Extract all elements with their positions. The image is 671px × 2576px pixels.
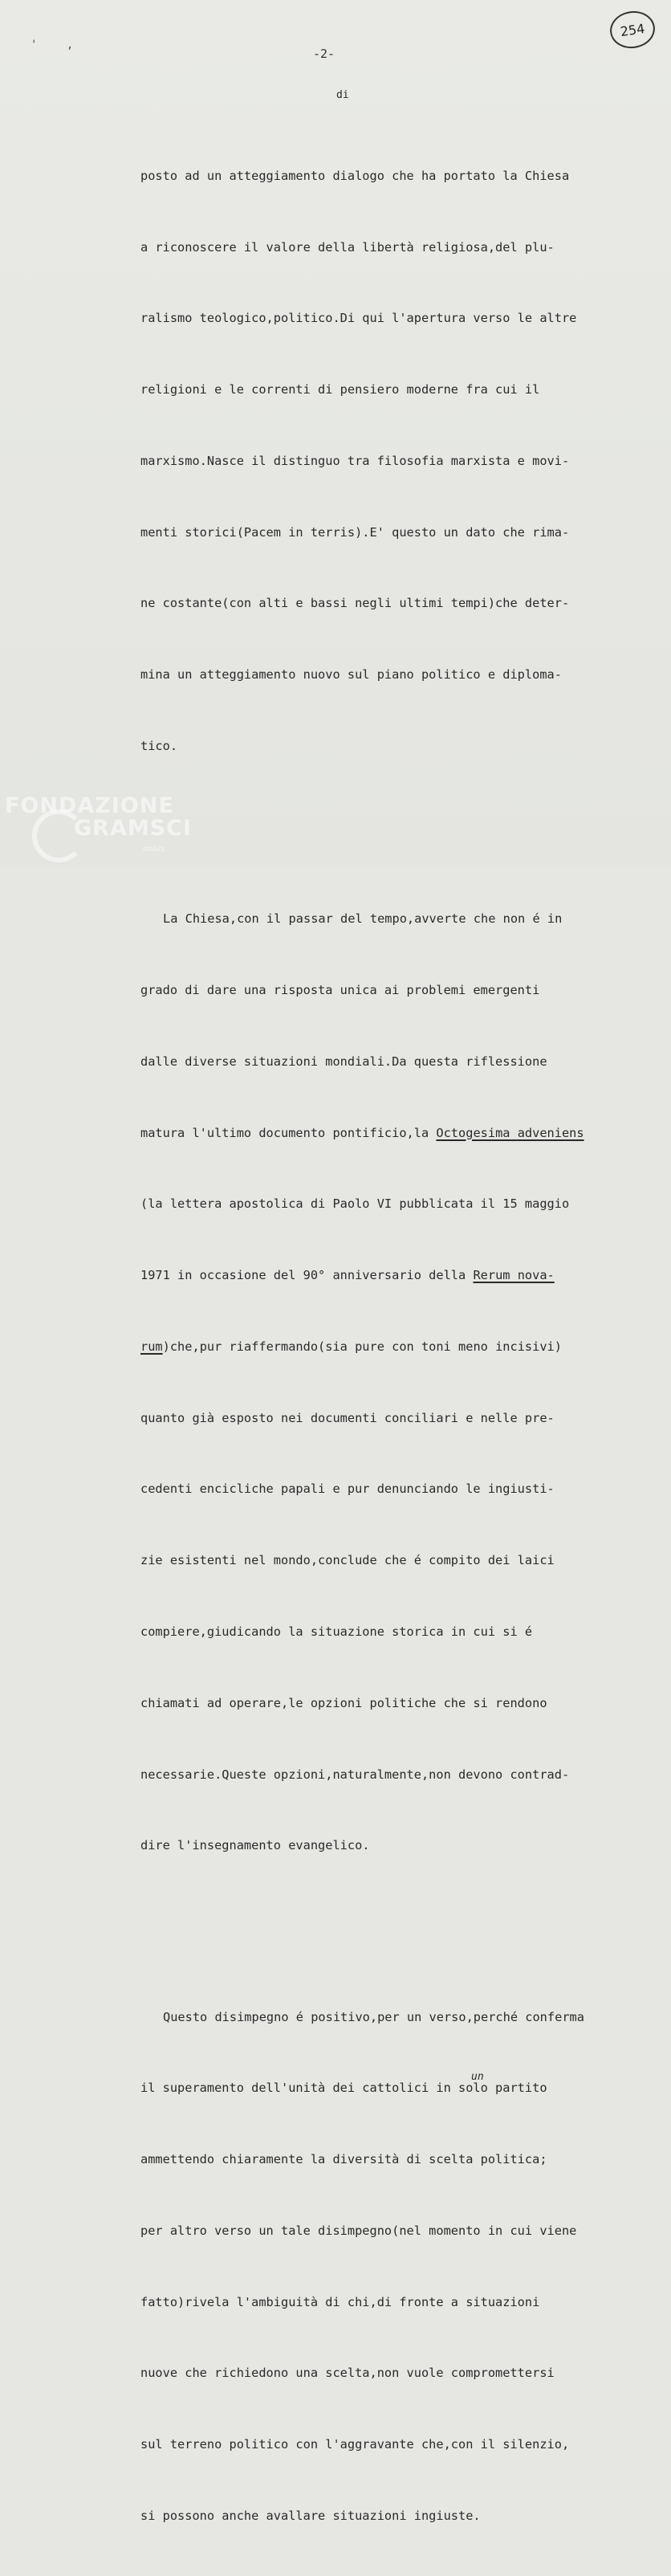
text-line: marxismo.Nasce il distinguo tra filosofia marxista e movi- — [140, 453, 570, 468]
paragraph-gap — [140, 829, 622, 836]
text-line: nuove che richiedono una scelta,non vuole compromettersi — [140, 2366, 555, 2381]
watermark-line-3: onlus — [143, 845, 165, 854]
text-line: dire l'insegnamento evangelico. — [140, 1838, 370, 1853]
text-line: a riconoscere il valore della libertà religiosa,del plu- — [140, 239, 555, 255]
text-line: religioni e le correnti di pensiero moderne fra cui il — [140, 382, 540, 397]
text-line: cedenti encicliche papali e pur denunciando le ingiusti- — [140, 1482, 555, 1497]
text-line — [140, 1122, 622, 1146]
text-line: Questo disimpegno é positivo,per un verso,perché conferma — [163, 2009, 584, 2024]
paragraph-gap — [140, 1930, 622, 1934]
text-line: quanto già esposto nei documenti conciliari e nelle pre- — [140, 1410, 555, 1425]
text-line: ne costante(con alti e bassi negli ultimi tempi)che deter- — [140, 596, 570, 611]
text-line: mina un atteggiamento nuovo sul piano politico e diploma- — [140, 667, 562, 683]
text-line — [140, 1264, 622, 1288]
text-line — [140, 1335, 622, 1359]
text-line: menti storici(Pacem in terris).E' questo un dato che rima- — [140, 524, 570, 540]
text-line: tico. — [140, 739, 178, 754]
handwritten-insert-un: un — [471, 2071, 484, 2084]
document-title-rerum-end: rum — [140, 1339, 163, 1354]
text-line: dalle diverse situazioni mondiali.Da questa riflessione — [140, 1054, 547, 1069]
page-number: -2- — [313, 47, 336, 61]
text-fragment: 1971 in occasione del 90° anniversario della — [140, 1268, 474, 1283]
handwritten-insert-di: di — [336, 89, 349, 101]
watermark-line-2: GRAMSCI — [74, 816, 193, 841]
text-line: ralismo teologico,politico.Di qui l'apertura verso le altre — [140, 311, 577, 326]
text-line — [140, 2071, 622, 2101]
text-line: chiamati ad operare,le opzioni politiche che si rendono — [140, 1695, 547, 1710]
text-line: compiere,giudicando la situazione storica in cui si é — [140, 1624, 533, 1639]
text-line: La Chiesa,con il passar del tempo,avverte che non é in — [163, 911, 563, 927]
text-fragment: il superamento dell'unità dei cattolici in solo partito — [140, 2081, 547, 2096]
text-line: posto ad un atteggiamento dialogo che ha portato la Chiesa — [140, 168, 570, 183]
text-line: si possono anche avallare situazioni ingiuste. — [140, 2508, 481, 2523]
watermark-line-1: FONDAZIONE — [5, 793, 174, 818]
text-line: necessarie.Queste opzioni,naturalmente,non devono contrad- — [140, 1767, 570, 1782]
text-fragment: )che,pur riaffermando(sia pure con toni meno incisivi) — [162, 1339, 562, 1354]
text-line: fatto)rivela l'ambiguità di chi,di fronte a situazioni — [140, 2294, 540, 2309]
text-fragment: matura l'ultimo documento pontificio,la — [140, 1125, 437, 1140]
margin-ticks: ' , — [31, 39, 85, 51]
archive-stamp: 254 — [608, 8, 657, 51]
document-title-rerum: Rerum nova- — [473, 1268, 555, 1283]
letter-body — [140, 89, 622, 2576]
text-line: sul terreno politico con l'aggravante che,con il silenzio, — [140, 2437, 570, 2452]
text-line: ammettendo chiaramente la diversità di scelta politica; — [140, 2152, 547, 2167]
text-line: per altro verso un tale disimpegno(nel momento in cui viene — [140, 2223, 577, 2238]
document-title-octogesima: Octogesima adveniens — [436, 1125, 584, 1140]
watermark-g-logo — [32, 809, 85, 862]
text-line: grado di dare una risposta unica ai problemi emergenti — [140, 982, 540, 997]
text-line: zie esistenti nel mondo,conclude che é compito dei laici — [140, 1553, 555, 1568]
text-line: (la lettera apostolica di Paolo VI pubblicata il 15 maggio — [140, 1196, 570, 1212]
